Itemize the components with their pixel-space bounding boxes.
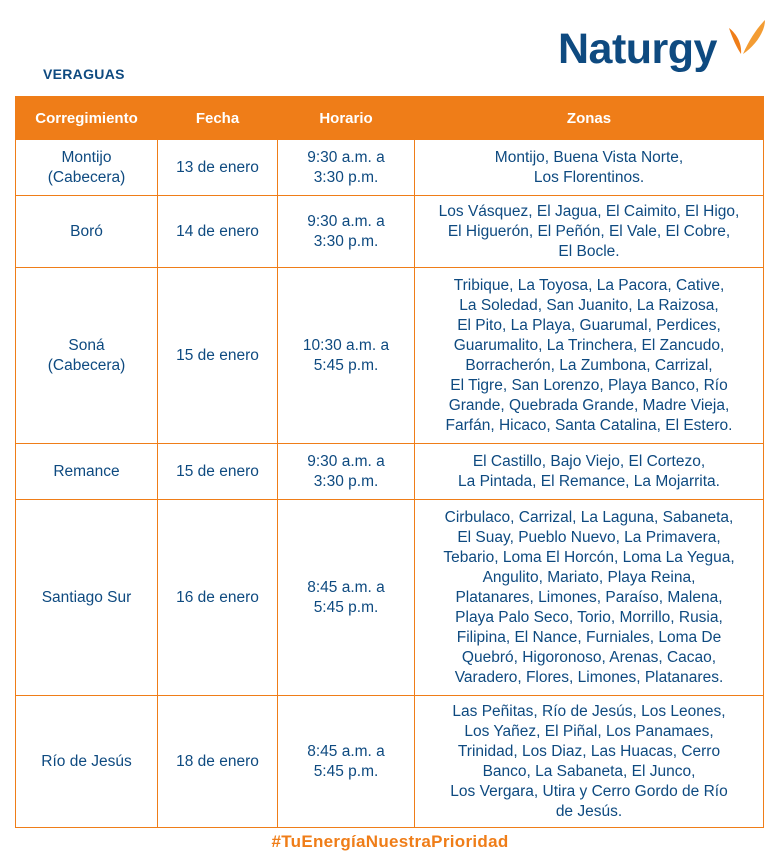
- butterfly-icon: [723, 18, 767, 58]
- corregimiento-line: (Cabecera): [47, 356, 126, 374]
- fecha-cell: 15 de enero: [158, 444, 278, 500]
- zonas-line: El Pito, La Playa, Guarumal, Perdices,: [457, 316, 721, 334]
- header-zonas: Zonas: [415, 97, 764, 140]
- horario-line: 9:30 a.m. a: [307, 212, 385, 230]
- table-row: [16, 268, 764, 444]
- horario-line: 10:30 a.m. a: [302, 336, 390, 354]
- zonas-line: Tribique, La Toyosa, La Pacora, Cative,: [453, 276, 725, 294]
- horario-cell: [278, 140, 415, 196]
- fecha-cell: 13 de enero: [158, 140, 278, 196]
- corregimiento-line: Río de Jesús: [41, 752, 132, 770]
- zonas-line: Angulito, Mariato, Playa Reina,: [482, 568, 696, 586]
- horario-line: 8:45 a.m. a: [307, 578, 385, 596]
- zonas-line: La Pintada, El Remance, La Mojarrita.: [458, 472, 720, 490]
- corregimiento-line: Montijo: [61, 148, 112, 166]
- horario-line: 8:45 a.m. a: [307, 742, 385, 760]
- horario-line: 5:45 p.m.: [313, 356, 379, 374]
- table-row: [16, 140, 764, 196]
- horario-cell: [278, 444, 415, 500]
- corregimiento-cell: [16, 500, 158, 696]
- zonas-line: El Higuerón, El Peñón, El Vale, El Cobre,: [447, 222, 731, 240]
- naturgy-logo: [558, 18, 768, 88]
- zonas-line: Las Peñitas, Río de Jesús, Los Leones,: [452, 702, 726, 720]
- table-row: [16, 444, 764, 500]
- brand-name: Naturgy: [558, 25, 717, 73]
- horario-line: 3:30 p.m.: [313, 472, 379, 490]
- fecha-cell: 14 de enero: [158, 196, 278, 268]
- zonas-line: Platanares, Limones, Paraíso, Malena,: [455, 588, 723, 606]
- zonas-line: Trinidad, Los Diaz, Las Huacas, Cerro: [457, 742, 721, 760]
- zonas-line: Los Vásquez, El Jagua, El Caimito, El Higo,: [438, 202, 740, 220]
- header-corregimiento: Corregimiento: [16, 97, 158, 140]
- horario-line: 3:30 p.m.: [313, 232, 379, 250]
- footer-hashtag: #TuEnergíaNuestraPrioridad: [271, 832, 509, 851]
- zonas-cell: [415, 444, 764, 500]
- zonas-line: El Castillo, Bajo Viejo, El Cortezo,: [472, 452, 706, 470]
- horario-line: 3:30 p.m.: [313, 168, 379, 186]
- zonas-line: El Suay, Pueblo Nuevo, La Primavera,: [457, 528, 721, 546]
- zonas-line: Filipina, El Nance, Furniales, Loma De: [456, 628, 722, 646]
- corregimiento-cell: [16, 140, 158, 196]
- zonas-line: Los Yañez, El Piñal, Los Panamaes,: [464, 722, 714, 740]
- zonas-line: Los Vergara, Utira y Cerro Gordo de Río: [450, 782, 728, 800]
- horario-cell: [278, 196, 415, 268]
- corregimiento-cell: [16, 444, 158, 500]
- table-header-row: [16, 97, 764, 140]
- header-horario: Horario: [278, 97, 415, 140]
- zonas-line: El Bocle.: [558, 242, 620, 260]
- region-title: VERAGUAS: [43, 66, 125, 82]
- fecha-cell: 16 de enero: [158, 500, 278, 696]
- zonas-cell: [415, 696, 764, 828]
- table-row: [16, 696, 764, 828]
- horario-cell: [278, 268, 415, 444]
- horario-line: 9:30 a.m. a: [307, 148, 385, 166]
- horario-line: 5:45 p.m.: [313, 598, 379, 616]
- zonas-line: Montijo, Buena Vista Norte,: [494, 148, 684, 166]
- corregimiento-cell: [16, 696, 158, 828]
- zonas-line: de Jesús.: [555, 802, 623, 820]
- corregimiento-line: Soná: [68, 336, 105, 354]
- zonas-line: Grande, Quebrada Grande, Madre Vieja,: [448, 396, 730, 414]
- zonas-line: Varadero, Flores, Limones, Platanares.: [454, 668, 724, 686]
- zonas-line: Guarumalito, La Trinchera, El Zancudo,: [453, 336, 725, 354]
- zonas-line: Playa Palo Seco, Torio, Morrillo, Rusia,: [455, 608, 723, 626]
- zonas-line: La Soledad, San Juanito, La Raizosa,: [459, 296, 719, 314]
- zonas-line: El Tigre, San Lorenzo, Playa Banco, Río: [450, 376, 728, 394]
- corregimiento-cell: [16, 196, 158, 268]
- table-row: [16, 196, 764, 268]
- horario-cell: [278, 500, 415, 696]
- zonas-line: Los Florentinos.: [533, 168, 645, 186]
- zonas-cell: [415, 500, 764, 696]
- fecha-cell: 15 de enero: [158, 268, 278, 444]
- zonas-line: Cirbulaco, Carrizal, La Laguna, Sabaneta,: [444, 508, 734, 526]
- fecha-cell: 18 de enero: [158, 696, 278, 828]
- corregimiento-cell: [16, 268, 158, 444]
- horario-line: 5:45 p.m.: [313, 762, 379, 780]
- header-fecha: Fecha: [158, 97, 278, 140]
- zonas-cell: [415, 140, 764, 196]
- table-row: [16, 500, 764, 696]
- horario-cell: [278, 696, 415, 828]
- zonas-line: Farfán, Hicaco, Santa Catalina, El Estero.: [445, 416, 733, 434]
- corregimiento-line: (Cabecera): [47, 168, 126, 186]
- zonas-cell: [415, 268, 764, 444]
- zonas-cell: [415, 196, 764, 268]
- zonas-line: Banco, La Sabaneta, El Junco,: [482, 762, 696, 780]
- corregimiento-line: Remance: [53, 462, 120, 480]
- zonas-line: Borracherón, La Zumbona, Carrizal,: [465, 356, 713, 374]
- corregimiento-line: Boró: [70, 222, 103, 240]
- corregimiento-line: Santiago Sur: [41, 588, 132, 606]
- horario-line: 9:30 a.m. a: [307, 452, 385, 470]
- schedule-table: [15, 96, 764, 828]
- zonas-line: Tebario, Loma El Horcón, Loma La Yegua,: [443, 548, 735, 566]
- zonas-line: Quebró, Higoronoso, Arenas, Cacao,: [461, 648, 717, 666]
